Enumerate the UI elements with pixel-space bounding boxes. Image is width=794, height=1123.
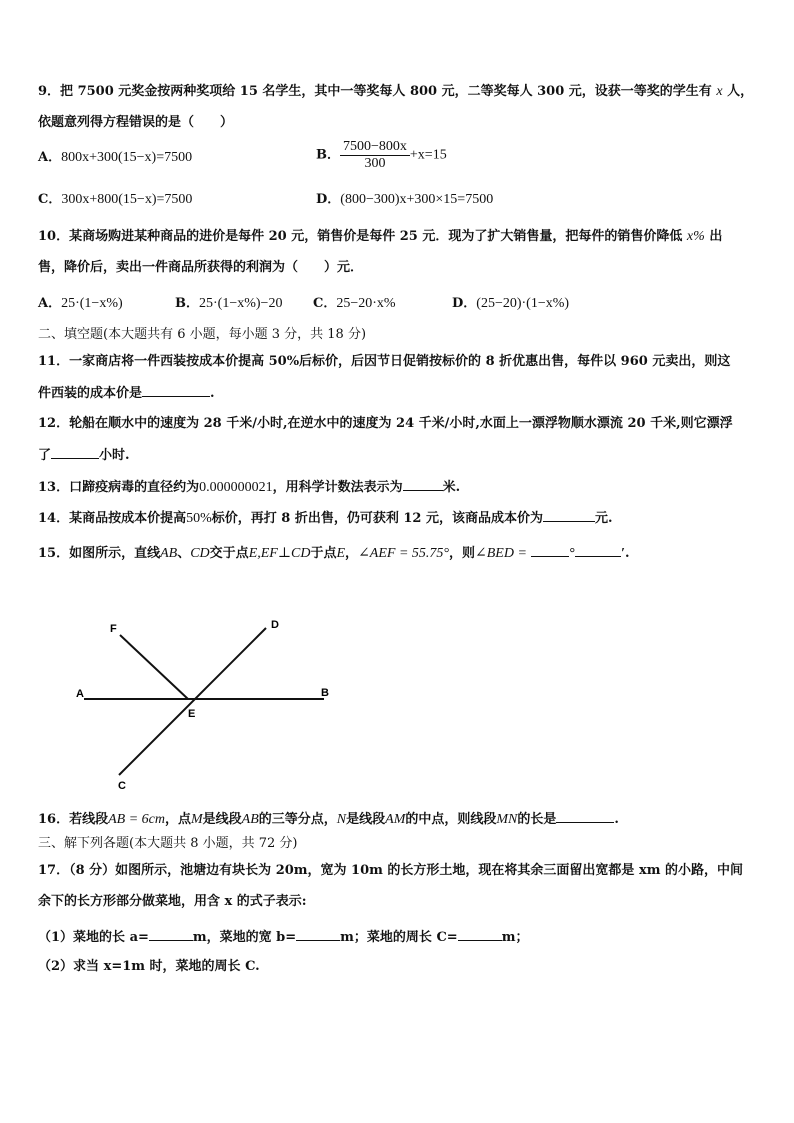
q9-option-d: D．(800−300)x+300×15=7500	[316, 192, 494, 207]
label-e: E	[188, 708, 196, 720]
q11-answer-blank[interactable]	[142, 384, 210, 397]
q10-line1: 10．某商场购进某种商品的进价是每件 20 元，销售价是每件 25 元．现为了扩大销售量，把每件的销售价降低 x% 出	[38, 229, 723, 244]
q9-option-c: C．300x+800(15−x)=7500	[38, 192, 193, 207]
q16-answer-blank[interactable]	[556, 810, 614, 823]
q10-option-a: A．25·(1−x%)	[38, 296, 123, 311]
q17-sub2: （2）求当 x=1m 时，菜地的周长 C.	[38, 959, 260, 974]
q17-line1: 17．（8 分）如图所示，池塘边有块长为 20m，宽为 10m 的长方形土地，现在将其余三面留出宽都是 xm 的小路，中间	[38, 863, 743, 878]
line-ef	[120, 635, 188, 699]
q9-option-a: A．800x+300(15−x)=7500	[38, 150, 193, 165]
q10-option-d: D．(25−20)·(1−x%)	[452, 296, 570, 311]
section-fill-in-heading: 二、填空题(本大题共有 6 小题，每小题 3 分，共 18 分)	[38, 327, 367, 342]
q15-degree-blank[interactable]	[531, 544, 569, 557]
q10-line2: 售，降价后，卖出一件商品所获得的利润为（ ）元．	[38, 260, 364, 275]
q13-answer-blank[interactable]	[403, 478, 443, 491]
q16-line: 16．若线段AB = 6cm，点M是线段AB的三等分点，N是线段AM的中点，则线段MN的长是 .	[38, 812, 619, 827]
label-f: F	[110, 623, 117, 635]
q17-length-blank[interactable]	[149, 928, 193, 941]
q17-line2: 余下的长方形部分做菜地，用含 x 的式子表示:	[38, 894, 307, 909]
q10-option-b: B．25·(1−x%)−20	[175, 296, 283, 311]
q9-line2: 依题意列得方程错误的是（ ）	[38, 115, 234, 130]
q15-line: 15．如图所示，直线AB、CD交于点E,EF⊥CD于点E，∠AEF = 55.75°，则∠BED = ° ′.	[38, 546, 630, 561]
q13-line: 13．口蹄疫病毒的直径约为0.000000021，用科学计数法表示为 米.	[38, 480, 461, 495]
label-a: A	[76, 688, 84, 700]
q11-line2: 件西装的成本价是 .	[38, 386, 215, 401]
q17-perimeter-blank[interactable]	[458, 928, 502, 941]
line-cd	[119, 628, 266, 775]
geometry-figure	[70, 612, 340, 792]
q15-minute-blank[interactable]	[575, 544, 621, 557]
q12-answer-blank[interactable]	[51, 446, 99, 459]
section-solve-heading: 三、解下列各题(本大题共 8 小题，共 72 分)	[38, 836, 298, 851]
q12-line1: 12．轮船在顺水中的速度为 28 千米/小时,在逆水中的速度为 24 千米/小时,水面上一漂浮物顺水漂流 20 千米,则它漂浮	[38, 416, 733, 431]
q11-line1: 11．一家商店将一件西装按成本价提高 50%后标价，后因节日促销按标价的 8 折优惠出售，每件以 960 元卖出，则这	[38, 354, 731, 369]
q17-sub1: （1）菜地的长 a= m，菜地的宽 b= m；菜地的周长 C= m；	[38, 930, 529, 945]
q9-line1: 9．把 7500 元奖金按两种奖项给 15 名学生，其中一等奖每人 800 元，二等奖每人 300 元，设获一等奖的学生有 x 人，	[38, 84, 754, 99]
label-b: B	[321, 687, 329, 699]
q17-width-blank[interactable]	[296, 928, 340, 941]
q14-answer-blank[interactable]	[543, 509, 595, 522]
q14-line: 14．某商品按成本价提高50%标价，再打 8 折出售，仍可获利 12 元，该商品成本价为 元.	[38, 511, 613, 526]
q12-line2: 了 小时.	[38, 448, 130, 463]
q10-option-c: C．25−20·x%	[313, 296, 396, 311]
label-c: C	[118, 780, 126, 792]
label-d: D	[271, 619, 279, 631]
q9-option-b: B． $\frac{7500-800x}{300}$ +x=15	[316, 139, 447, 171]
